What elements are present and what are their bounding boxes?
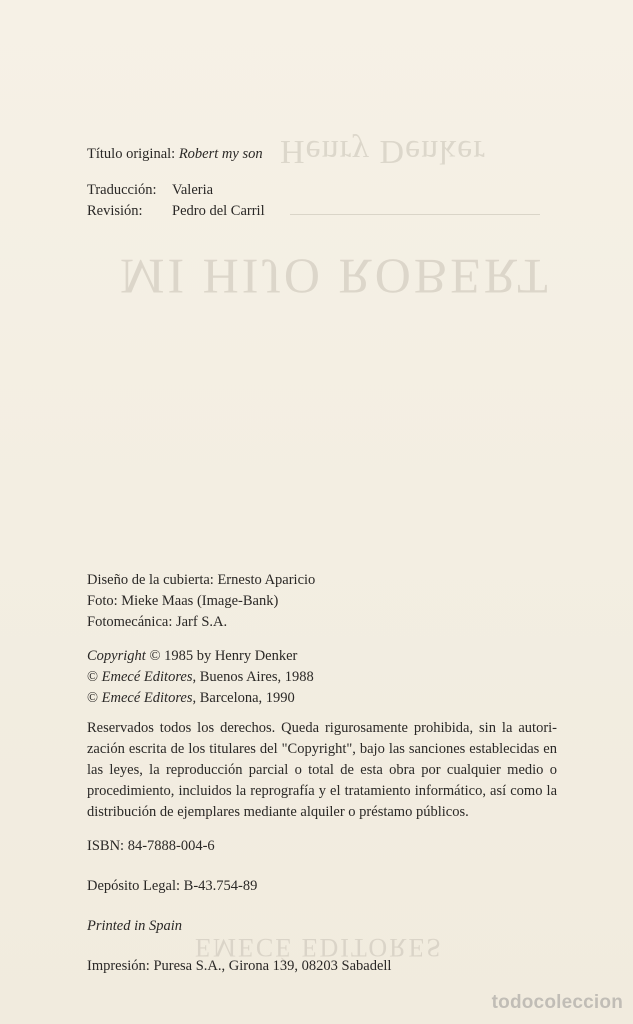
photomechanics-credit: Fotomecánica: Jarf S.A. (87, 614, 228, 630)
cover-design-credit: Diseño de la cubierta: Ernesto Aparicio (87, 572, 316, 588)
rights-line: distribución de ejemplares mediante alquiler o préstamo públicos. (87, 804, 469, 820)
rights-paragraph (87, 718, 557, 823)
publisher-name: Emecé Editores (101, 669, 193, 685)
show-through-author: Henry Denker (280, 133, 486, 170)
printer-info: Impresión: Puresa S.A., Girona 139, 08203 Sabadell (87, 958, 392, 974)
rights-line: las leyes, la reproducción parcial o total de esta obra por cualquier medio o (87, 762, 557, 778)
printed-in: Printed in Spain (87, 918, 183, 934)
legal-deposit: Depósito Legal: B-43.754-89 (87, 878, 258, 894)
photo-credit: Foto: Mieke Maas (Image-Bank) (87, 593, 279, 609)
publisher-place-year: , Barcelona, 1990 (192, 690, 295, 706)
copyright-holder: © 1985 by Henry Denker (145, 648, 298, 664)
rights-line: zación escrita de los titulares del "Copyright", bajo las sanciones establecidas en (87, 741, 557, 757)
translation-value: Valeria (172, 182, 214, 198)
copyright-line-1 (87, 646, 314, 667)
show-through-publisher: EMECÉ EDITORES (195, 933, 443, 962)
copyright-line-3 (87, 688, 314, 709)
copyright-line-2 (87, 667, 314, 688)
publisher-name: Emecé Editores (101, 690, 193, 706)
watermark-logo: todocoleccion (491, 992, 623, 1013)
credits-block (87, 570, 315, 633)
show-through-title: MI HIJO ROBERT (120, 249, 551, 305)
translation-block (87, 180, 265, 222)
copyright-symbol: © (87, 669, 102, 685)
original-title-value: Robert my son (178, 146, 263, 162)
rights-line: procedimiento, incluidos la reprografía y el tratamiento informático, así como la (87, 783, 557, 799)
original-title-label: Título original: (87, 146, 176, 162)
publisher-place-year: , Buenos Aires, 1988 (192, 669, 314, 685)
translation-label: Traducción: (87, 182, 157, 198)
revision-label: Revisión: (87, 203, 143, 219)
copyright-block (87, 646, 314, 709)
copyright-word: Copyright (87, 648, 146, 664)
isbn: ISBN: 84-7888-004-6 (87, 838, 215, 854)
original-title-block (87, 144, 263, 165)
copyright-symbol: © (87, 690, 102, 706)
rights-line: Reservados todos los derechos. Queda rigurosamente prohibida, sin la autori- (87, 720, 557, 736)
revision-value: Pedro del Carril (172, 203, 265, 219)
show-through-rule (290, 214, 540, 215)
